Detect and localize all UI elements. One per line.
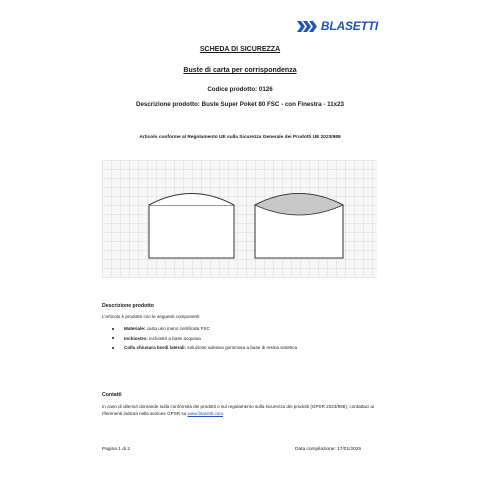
bullet-icon <box>112 347 114 349</box>
product-figure <box>102 160 377 278</box>
envelope-window-icon <box>255 194 343 259</box>
component-text: inchiostri a base acquosa <box>147 335 201 341</box>
description-heading: Descrizione prodotto <box>102 303 154 309</box>
product-description: Descrizione prodotto: Buste Super Poket 80 FSC - con Finestra - 11x23 <box>135 101 345 108</box>
brand-name: BLASETTI <box>320 19 378 33</box>
document-subtitle: Buste di carta per corrispondenza <box>183 67 297 74</box>
component-label: Materiale: <box>124 326 146 331</box>
list-item <box>112 324 297 334</box>
brand-logo <box>297 18 378 34</box>
list-item <box>112 334 297 344</box>
contacts-text <box>102 403 392 417</box>
regulation-note: Articolo conforme al Regolamento UE sulla Sicurezza Generale dei Prodotti UE 2023/988 <box>139 135 341 140</box>
contacts-text-body: In caso di ulteriori domande sulla conformità dei prodotti o sul regolamento sulla sicurezza dei prodotti (GPSR 2023/988), contattaci ai riferimenti indicati nella sezione GPSR su <box>102 404 374 416</box>
component-list <box>112 324 297 353</box>
compilation-date: Data compilazione: 17/01/2025 <box>295 447 362 452</box>
document-title: SCHEDA DI SICUREZZA <box>199 46 281 53</box>
envelope-icon <box>149 194 234 259</box>
bullet-icon <box>112 328 114 330</box>
component-label: Inchiostro: <box>124 335 148 341</box>
website-link[interactable]: www.blasetti.com <box>187 411 224 416</box>
component-label: Colla chiusura bordi laterali: <box>124 345 187 350</box>
contacts-text-end: . <box>223 411 225 416</box>
bullet-icon <box>112 337 114 339</box>
page-number: Pagina 1 di 2 <box>102 447 131 452</box>
description-intro: L'articolo è prodotto con le seguenti componenti <box>102 314 200 319</box>
contacts-heading: Contatti <box>102 392 122 398</box>
component-text: carta uso mano certificata FSC <box>145 326 210 331</box>
component-text: soluzione adesiva gommosa a base di resina sintetica <box>186 345 298 350</box>
product-code: Codice prodotto: 0126 <box>207 86 273 93</box>
list-item <box>112 343 297 353</box>
brand-logo-mark-icon <box>297 21 319 32</box>
